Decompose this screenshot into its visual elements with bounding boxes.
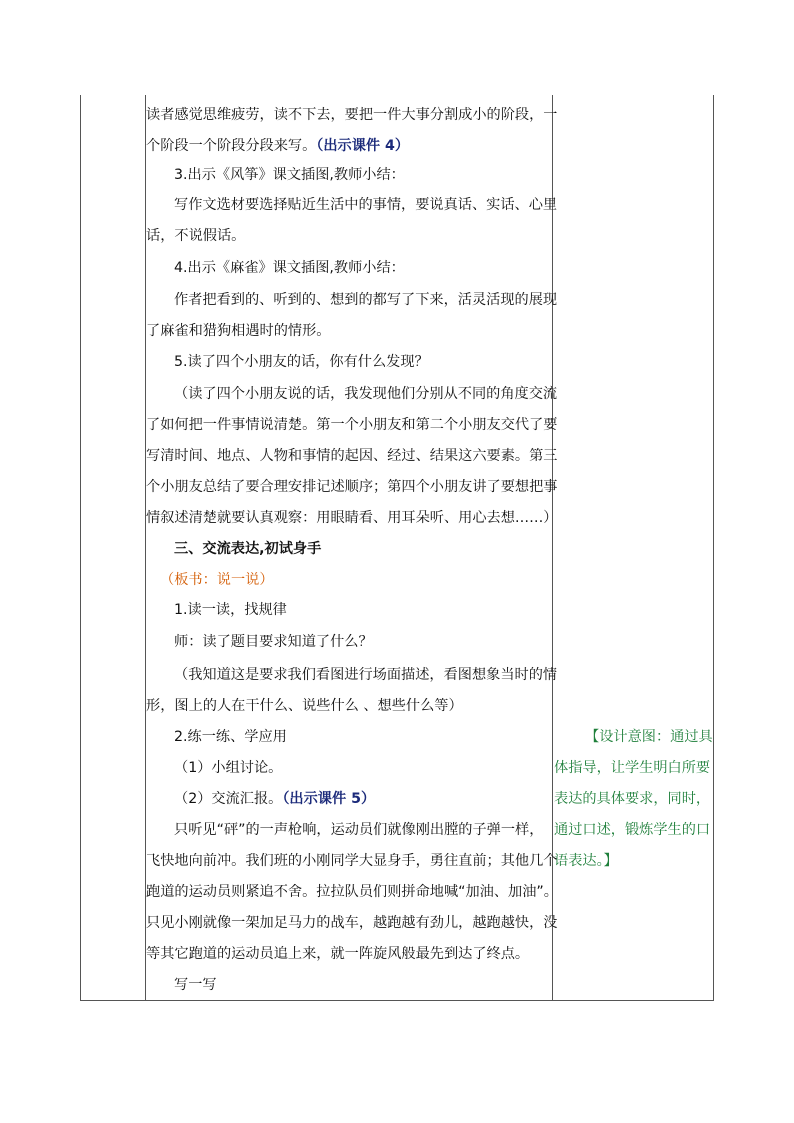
text-line: 等其它跑道的运动员追上来，就一阵旋风般最先到达了终点。 (146, 946, 530, 962)
text-line: 只听见“砰”的一声枪响，运动员们就像刚出膛的子弹一样， (174, 822, 544, 838)
design-note-line: 体指导，让学生明白所要 (554, 760, 711, 776)
text-line: 作者把看到的、听到的、想到的都写了下来，活灵活现的展现 (174, 292, 558, 308)
text-line: 了麻雀和猎狗相遇时的情形。 (146, 323, 331, 339)
text-line: 跑道的运动员则紧追不舍。拉拉队员们则拼命地喊“加油、加油”。 (146, 884, 558, 900)
text-line: 飞快地向前冲。我们班的小刚同学大显身手，勇往直前；其他几个 (146, 853, 558, 869)
text-line: （2）交流汇报。（出示课件 5） (174, 791, 376, 807)
text-line: （读了四个小朋友说的话，我发现他们分别从不同的角度交流 (174, 386, 558, 402)
design-note-line: 通过口述，锻炼学生的口 (554, 822, 711, 838)
table-border-bottom (80, 1000, 714, 1001)
text-line: 话，不说假话。 (146, 228, 246, 244)
text-line: （我知道这是要求我们看图进行场面描述，看图想象当时的情 (174, 667, 558, 683)
section-heading: 三、交流表达,初试身手 (174, 541, 322, 557)
text-line: 个小朋友总结了要合理安排记述顺序；第四个小朋友讲了要想把事 (146, 479, 558, 495)
design-note-line: 【设计意图：通过具 (585, 729, 713, 745)
board-note: （板书：说一说） (160, 572, 274, 588)
table-border-left (80, 95, 81, 1001)
text-line: 形，图上的人在干什么、说些什么 、想些什么等） (146, 698, 463, 714)
text-line: 2.练一练、学应用 (174, 729, 287, 745)
design-note-line: 语表达。】 (554, 853, 618, 869)
text-line: 5.读了四个小朋友的话，你有什么发现？ (174, 354, 429, 370)
text-line: 读者感觉思维疲劳，读不下去，要把一件大事分割成小的阶段，一 (146, 107, 558, 123)
courseware-ref: （出示课件 5） (282, 791, 376, 807)
text-line: 4.出示《麻雀》课文插图,教师小结： (174, 260, 405, 276)
text-line: 了如何把一件事情说清楚。第一个小朋友和第二个小朋友交代了要 (146, 417, 558, 433)
text-line: 3.出示《风筝》课文插图,教师小结： (174, 167, 405, 183)
text-line: （1）小组讨论。 (174, 760, 283, 776)
text-line: 写作文选材要选择贴近生活中的事情，要说真话、实话、心里 (174, 197, 558, 213)
design-note-line: 表达的具体要求，同时， (554, 791, 711, 807)
text-line: 个阶段一个阶段分段来写。（出示课件 4） (146, 138, 410, 154)
text-line: 写一写 (174, 977, 217, 993)
courseware-ref: （出示课件 4） (316, 138, 410, 154)
text-line: 1.读一读，找规律 (174, 602, 287, 618)
table-border-right (713, 95, 714, 1001)
text-line: 写清时间、地点、人物和事情的起因、经过、结果这六要素。第三 (146, 448, 558, 464)
text-line: 师：读了题目要求知道了什么？ (174, 634, 373, 650)
text-line: 只见小刚就像一架加足马力的战车，越跑越有劲儿，越跑越快，没 (146, 915, 558, 931)
lesson-table (80, 95, 714, 1001)
text-line: 情叙述清楚就要认真观察：用眼睛看、用耳朵听、用心去想……） (146, 510, 558, 526)
